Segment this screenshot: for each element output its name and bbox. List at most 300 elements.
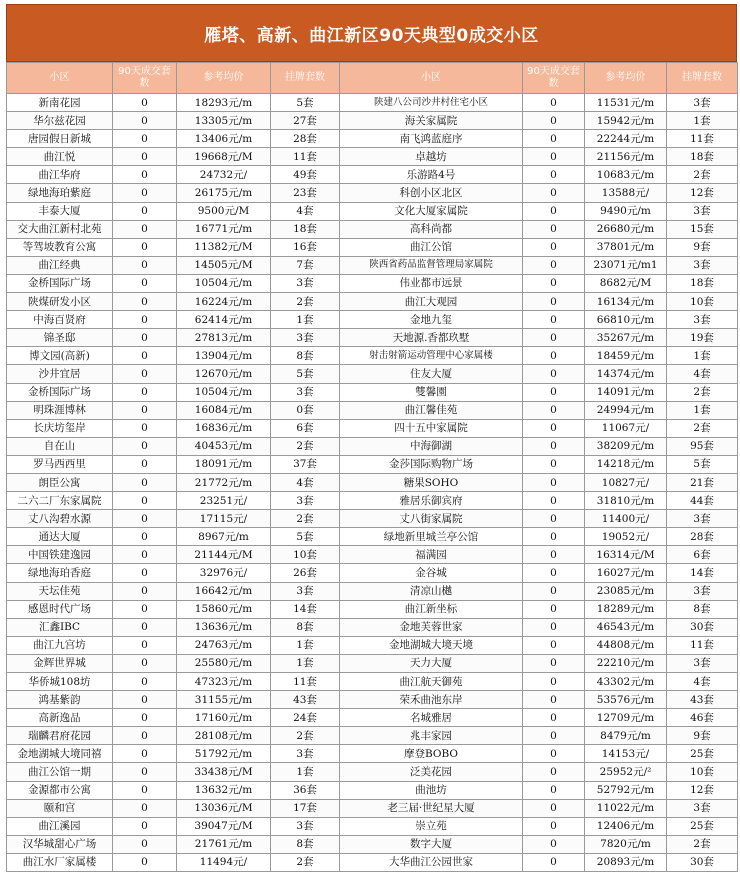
cell-listings-left: 2套 (271, 727, 340, 745)
cell-community-left: 交大曲江新村北苑 (7, 220, 113, 238)
cell-avg-price-left: 26175元/m (177, 184, 271, 202)
cell-listings-left: 23套 (271, 184, 340, 202)
cell-deals-90d-right: 0 (523, 256, 585, 274)
cell-deals-90d-right: 0 (523, 709, 585, 727)
cell-community-right: 福满园 (340, 546, 523, 564)
cell-deals-90d-right: 0 (523, 673, 585, 691)
cell-listings-left: 5套 (271, 365, 340, 383)
cell-listings-right: 12套 (667, 184, 738, 202)
cell-listings-right: 6套 (667, 546, 738, 564)
cell-avg-price-left: 21144元/M (177, 546, 271, 564)
cell-deals-90d-left: 0 (113, 546, 177, 564)
cell-community-right: 曲池坊 (340, 781, 523, 799)
cell-avg-price-right: 22244元/m (585, 130, 667, 148)
cell-community-left: 天坛佳苑 (7, 582, 113, 600)
cell-deals-90d-left: 0 (113, 528, 177, 546)
cell-community-right: 中海御湖 (340, 437, 523, 455)
cell-deals-90d-right: 0 (523, 835, 585, 853)
cell-deals-90d-right: 0 (523, 510, 585, 528)
cell-listings-right: 30套 (667, 853, 738, 871)
cell-deals-90d-right: 0 (523, 202, 585, 220)
cell-listings-right: 8套 (667, 600, 738, 618)
cell-avg-price-left: 16224元/m (177, 293, 271, 311)
cell-avg-price-right: 8479元/m (585, 727, 667, 745)
cell-listings-left: 0套 (271, 401, 340, 419)
cell-deals-90d-left: 0 (113, 492, 177, 510)
cell-deals-90d-right: 0 (523, 238, 585, 256)
table-row (7, 94, 738, 112)
cell-listings-right: 2套 (667, 835, 738, 853)
cell-avg-price-left: 19668元/M (177, 148, 271, 166)
table-row (7, 727, 738, 745)
cell-listings-right: 15套 (667, 220, 738, 238)
cell-deals-90d-left: 0 (113, 691, 177, 709)
cell-avg-price-left: 10504元/m (177, 274, 271, 292)
cell-deals-90d-right: 0 (523, 166, 585, 184)
cell-deals-90d-right: 0 (523, 274, 585, 292)
cell-listings-right: 5套 (667, 455, 738, 473)
cell-deals-90d-left: 0 (113, 473, 177, 491)
cell-deals-90d-right: 0 (523, 654, 585, 672)
cell-listings-left: 1套 (271, 654, 340, 672)
cell-deals-90d-left: 0 (113, 365, 177, 383)
table-row (7, 564, 738, 582)
cell-listings-left: 2套 (271, 293, 340, 311)
cell-community-right: 大华曲江公园世家 (340, 853, 523, 871)
cell-avg-price-right: 7820元/m (585, 835, 667, 853)
cell-listings-right: 10套 (667, 763, 738, 781)
cell-community-right: 丈八街家属院 (340, 510, 523, 528)
cell-community-right: 曲江公馆 (340, 238, 523, 256)
cell-deals-90d-right: 0 (523, 148, 585, 166)
cell-community-left: 曲江水厂家属楼 (7, 853, 113, 871)
cell-avg-price-right: 10827元/ (585, 473, 667, 491)
cell-listings-right: 10套 (667, 293, 738, 311)
cell-avg-price-right: 25952元/² (585, 763, 667, 781)
cell-community-left: 丈八沟碧水源 (7, 510, 113, 528)
cell-deals-90d-left: 0 (113, 745, 177, 763)
cell-community-right: 卓越坊 (340, 148, 523, 166)
cell-community-left: 新南花园 (7, 94, 113, 112)
header-avg-price-left: 参考均价 (177, 63, 271, 94)
cell-listings-right: 11套 (667, 130, 738, 148)
cell-community-left: 中国铁建逸园 (7, 546, 113, 564)
cell-community-right: 曲江大观园 (340, 293, 523, 311)
cell-avg-price-left: 18091元/m (177, 455, 271, 473)
cell-community-right: 清凉山樾 (340, 582, 523, 600)
cell-community-right: 陕西省药品监督管理局家属院 (340, 256, 523, 274)
cell-deals-90d-right: 0 (523, 618, 585, 636)
cell-deals-90d-left: 0 (113, 311, 177, 329)
cell-deals-90d-right: 0 (523, 582, 585, 600)
cell-community-right: 曲江馨佳苑 (340, 401, 523, 419)
table-row (7, 365, 738, 383)
table-row (7, 329, 738, 347)
cell-community-right: 南飞鸿蓝庭序 (340, 130, 523, 148)
cell-listings-right: 3套 (667, 510, 738, 528)
cell-deals-90d-right: 0 (523, 691, 585, 709)
cell-community-left: 金桥国际广场 (7, 274, 113, 292)
cell-deals-90d-left: 0 (113, 618, 177, 636)
table-row (7, 419, 738, 437)
header-listings-left: 挂牌套数 (271, 63, 340, 94)
cell-avg-price-left: 16771元/m (177, 220, 271, 238)
cell-listings-left: 27套 (271, 112, 340, 130)
table-row (7, 817, 738, 835)
cell-listings-left: 2套 (271, 437, 340, 455)
table-row (7, 274, 738, 292)
table-row (7, 311, 738, 329)
table-header (7, 63, 738, 94)
cell-avg-price-right: 18459元/m (585, 347, 667, 365)
table-row (7, 347, 738, 365)
cell-community-right: 高科尚都 (340, 220, 523, 238)
cell-listings-left: 37套 (271, 455, 340, 473)
cell-community-right: 数字大厦 (340, 835, 523, 853)
cell-community-left: 长庆坊玺岸 (7, 419, 113, 437)
cell-deals-90d-left: 0 (113, 112, 177, 130)
cell-deals-90d-right: 0 (523, 437, 585, 455)
cell-avg-price-right: 14218元/m (585, 455, 667, 473)
cell-listings-right: 30套 (667, 618, 738, 636)
cell-deals-90d-right: 0 (523, 745, 585, 763)
table-row (7, 853, 738, 871)
table-row (7, 799, 738, 817)
cell-community-left: 瑞麟君府花园 (7, 727, 113, 745)
table-row (7, 709, 738, 727)
cell-listings-left: 3套 (271, 582, 340, 600)
cell-deals-90d-left: 0 (113, 419, 177, 437)
table-row (7, 383, 738, 401)
cell-listings-right: 9套 (667, 727, 738, 745)
cell-deals-90d-right: 0 (523, 130, 585, 148)
cell-avg-price-right: 31810元/m (585, 492, 667, 510)
cell-deals-90d-left: 0 (113, 582, 177, 600)
cell-deals-90d-right: 0 (523, 365, 585, 383)
cell-listings-left: 5套 (271, 528, 340, 546)
cell-avg-price-left: 16642元/m (177, 582, 271, 600)
cell-deals-90d-left: 0 (113, 401, 177, 419)
cell-community-right: 老三届·世纪星大厦 (340, 799, 523, 817)
cell-community-left: 曲江九宫坊 (7, 636, 113, 654)
table-row (7, 510, 738, 528)
cell-avg-price-left: 39047元/M (177, 817, 271, 835)
cell-listings-right: 3套 (667, 799, 738, 817)
cell-avg-price-right: 19052元/ (585, 528, 667, 546)
cell-deals-90d-left: 0 (113, 781, 177, 799)
report-title: 雁塔、高新、曲江新区90天典型0成交小区 (6, 4, 737, 62)
cell-avg-price-left: 17115元/ (177, 510, 271, 528)
cell-listings-right: 44套 (667, 492, 738, 510)
cell-avg-price-right: 22210元/m (585, 654, 667, 672)
cell-deals-90d-left: 0 (113, 130, 177, 148)
cell-avg-price-right: 12406元/m (585, 817, 667, 835)
cell-avg-price-left: 40453元/m (177, 437, 271, 455)
table-row (7, 401, 738, 419)
cell-listings-left: 1套 (271, 311, 340, 329)
cell-avg-price-right: 11067元/ (585, 419, 667, 437)
cell-listings-left: 11套 (271, 148, 340, 166)
cell-community-right: 金地芙蓉世家 (340, 618, 523, 636)
cell-avg-price-left: 62414元/m (177, 311, 271, 329)
cell-community-right: 海关家属院 (340, 112, 523, 130)
header-deals-90d-right: 90天成交套数 (523, 63, 585, 94)
cell-deals-90d-right: 0 (523, 817, 585, 835)
cell-community-left: 曲江溪园 (7, 817, 113, 835)
cell-deals-90d-left: 0 (113, 293, 177, 311)
cell-community-right: 乐游路4号 (340, 166, 523, 184)
header-row (7, 63, 738, 94)
cell-avg-price-left: 9500元/M (177, 202, 271, 220)
cell-listings-right: 43套 (667, 691, 738, 709)
cell-avg-price-right: 16027元/m (585, 564, 667, 582)
cell-community-left: 绿地海珀紫庭 (7, 184, 113, 202)
table-row (7, 654, 738, 672)
report-sheet (6, 4, 737, 872)
cell-community-right: 荣禾曲池东岸 (340, 691, 523, 709)
cell-deals-90d-left: 0 (113, 238, 177, 256)
cell-listings-left: 3套 (271, 329, 340, 347)
cell-avg-price-right: 24994元/m (585, 401, 667, 419)
cell-listings-right: 21套 (667, 473, 738, 491)
cell-deals-90d-right: 0 (523, 455, 585, 473)
cell-community-left: 通达大厦 (7, 528, 113, 546)
cell-listings-right: 4套 (667, 673, 738, 691)
header-deals-90d-left: 90天成交套数 (113, 63, 177, 94)
table-row (7, 148, 738, 166)
cell-community-right: 天力大厦 (340, 654, 523, 672)
cell-community-right: 射击射箭运动管理中心家属楼 (340, 347, 523, 365)
cell-listings-right: 2套 (667, 166, 738, 184)
cell-avg-price-left: 17160元/m (177, 709, 271, 727)
cell-avg-price-right: 11400元/ (585, 510, 667, 528)
cell-avg-price-right: 11022元/m (585, 799, 667, 817)
cell-avg-price-left: 13305元/m (177, 112, 271, 130)
cell-listings-right: 14套 (667, 564, 738, 582)
cell-deals-90d-right: 0 (523, 329, 585, 347)
cell-listings-left: 1套 (271, 763, 340, 781)
cell-listings-right: 46套 (667, 709, 738, 727)
cell-listings-left: 8套 (271, 347, 340, 365)
cell-community-right: 陕建八公司沙井村住宅小区 (340, 94, 523, 112)
cell-community-left: 二六二厂东家属院 (7, 492, 113, 510)
cell-deals-90d-right: 0 (523, 94, 585, 112)
cell-avg-price-right: 14153元/ (585, 745, 667, 763)
cell-listings-left: 16套 (271, 238, 340, 256)
table-row (7, 618, 738, 636)
cell-avg-price-left: 23251元/ (177, 492, 271, 510)
cell-community-left: 曲江悦 (7, 148, 113, 166)
cell-deals-90d-right: 0 (523, 347, 585, 365)
cell-listings-left: 14套 (271, 600, 340, 618)
header-listings-right: 挂牌套数 (667, 63, 738, 94)
cell-avg-price-left: 14505元/M (177, 256, 271, 274)
cell-deals-90d-left: 0 (113, 636, 177, 654)
cell-listings-left: 2套 (271, 510, 340, 528)
table-row (7, 600, 738, 618)
cell-avg-price-left: 15860元/m (177, 600, 271, 618)
cell-avg-price-right: 37801元/m (585, 238, 667, 256)
cell-deals-90d-right: 0 (523, 419, 585, 437)
cell-avg-price-left: 13636元/m (177, 618, 271, 636)
table-row (7, 528, 738, 546)
cell-community-left: 华尔兹花园 (7, 112, 113, 130)
cell-deals-90d-right: 0 (523, 311, 585, 329)
cell-listings-left: 1套 (271, 636, 340, 654)
cell-community-left: 丰泰大厦 (7, 202, 113, 220)
cell-avg-price-left: 21772元/m (177, 473, 271, 491)
cell-deals-90d-left: 0 (113, 853, 177, 871)
cell-community-left: 唐园假日新城 (7, 130, 113, 148)
cell-avg-price-right: 53576元/m (585, 691, 667, 709)
cell-deals-90d-right: 0 (523, 564, 585, 582)
cell-avg-price-left: 31155元/m (177, 691, 271, 709)
table-row (7, 112, 738, 130)
cell-listings-left: 2套 (271, 853, 340, 871)
cell-community-right: 曲江新坐标 (340, 600, 523, 618)
cell-community-right: 天地源.香都玖墅 (340, 329, 523, 347)
cell-avg-price-right: 10683元/m (585, 166, 667, 184)
cell-avg-price-left: 27813元/m (177, 329, 271, 347)
header-community-left: 小区 (7, 63, 113, 94)
cell-deals-90d-right: 0 (523, 853, 585, 871)
cell-listings-right: 2套 (667, 419, 738, 437)
cell-listings-left: 18套 (271, 220, 340, 238)
cell-listings-right: 19套 (667, 329, 738, 347)
cell-avg-price-right: 16134元/m (585, 293, 667, 311)
cell-deals-90d-left: 0 (113, 654, 177, 672)
cell-community-left: 朗臣公寓 (7, 473, 113, 491)
cell-community-left: 颐和宫 (7, 799, 113, 817)
cell-listings-left: 24套 (271, 709, 340, 727)
cell-community-left: 明珠涯博林 (7, 401, 113, 419)
cell-listings-left: 3套 (271, 274, 340, 292)
table-row (7, 691, 738, 709)
table-row (7, 166, 738, 184)
cell-avg-price-right: 16314元/M (585, 546, 667, 564)
cell-deals-90d-right: 0 (523, 781, 585, 799)
cell-deals-90d-right: 0 (523, 220, 585, 238)
cell-deals-90d-right: 0 (523, 492, 585, 510)
cell-avg-price-left: 16836元/m (177, 419, 271, 437)
table-row (7, 546, 738, 564)
cell-community-right: 科创小区北区 (340, 184, 523, 202)
cell-listings-right: 3套 (667, 202, 738, 220)
cell-avg-price-left: 13904元/m (177, 347, 271, 365)
cell-community-left: 高新逸品 (7, 709, 113, 727)
table-row (7, 835, 738, 853)
cell-deals-90d-right: 0 (523, 383, 585, 401)
table-row (7, 673, 738, 691)
cell-listings-right: 9套 (667, 238, 738, 256)
cell-listings-left: 49套 (271, 166, 340, 184)
cell-deals-90d-left: 0 (113, 455, 177, 473)
cell-listings-right: 1套 (667, 112, 738, 130)
cell-deals-90d-left: 0 (113, 94, 177, 112)
cell-deals-90d-left: 0 (113, 835, 177, 853)
cell-community-left: 绿地海珀香庭 (7, 564, 113, 582)
cell-deals-90d-right: 0 (523, 401, 585, 419)
cell-community-left: 等驾坡教育公寓 (7, 238, 113, 256)
cell-deals-90d-left: 0 (113, 329, 177, 347)
cell-community-right: 崇立苑 (340, 817, 523, 835)
cell-avg-price-left: 25580元/m (177, 654, 271, 672)
cell-avg-price-right: 26680元/m (585, 220, 667, 238)
cell-deals-90d-left: 0 (113, 673, 177, 691)
cell-avg-price-left: 10504元/m (177, 383, 271, 401)
cell-community-left: 锦圣邸 (7, 329, 113, 347)
table-row (7, 220, 738, 238)
table-body (7, 94, 738, 872)
cell-community-left: 罗马西西里 (7, 455, 113, 473)
cell-community-right: 金地湖城大境天境 (340, 636, 523, 654)
cell-listings-right: 12套 (667, 781, 738, 799)
cell-community-left: 金辉世界城 (7, 654, 113, 672)
cell-deals-90d-left: 0 (113, 727, 177, 745)
cell-listings-right: 3套 (667, 256, 738, 274)
cell-avg-price-left: 13406元/m (177, 130, 271, 148)
cell-avg-price-right: 12709元/m (585, 709, 667, 727)
cell-deals-90d-left: 0 (113, 799, 177, 817)
cell-listings-right: 1套 (667, 347, 738, 365)
cell-deals-90d-left: 0 (113, 184, 177, 202)
cell-avg-price-left: 33438元/M (177, 763, 271, 781)
cell-listings-right: 25套 (667, 745, 738, 763)
cell-listings-left: 11套 (271, 673, 340, 691)
cell-avg-price-left: 51792元/m (177, 745, 271, 763)
cell-deals-90d-right: 0 (523, 546, 585, 564)
cell-community-right: 糖果SOHO (340, 473, 523, 491)
cell-listings-right: 2套 (667, 383, 738, 401)
table-row (7, 492, 738, 510)
cell-deals-90d-left: 0 (113, 600, 177, 618)
cell-community-right: 兆丰家园 (340, 727, 523, 745)
table-row (7, 256, 738, 274)
cell-community-right: 曲江航天御苑 (340, 673, 523, 691)
cell-deals-90d-left: 0 (113, 220, 177, 238)
cell-deals-90d-right: 0 (523, 636, 585, 654)
cell-listings-right: 11套 (667, 636, 738, 654)
cell-listings-left: 10套 (271, 546, 340, 564)
cell-community-right: 伟业都市远景 (340, 274, 523, 292)
table-row (7, 202, 738, 220)
cell-deals-90d-left: 0 (113, 564, 177, 582)
cell-community-left: 中海百贤府 (7, 311, 113, 329)
table-row (7, 745, 738, 763)
cell-avg-price-right: 38209元/m (585, 437, 667, 455)
cell-community-left: 汇鑫IBC (7, 618, 113, 636)
cell-listings-right: 3套 (667, 94, 738, 112)
cell-deals-90d-left: 0 (113, 202, 177, 220)
cell-deals-90d-right: 0 (523, 763, 585, 781)
cell-community-right: 四十五中家属院 (340, 419, 523, 437)
cell-listings-left: 3套 (271, 817, 340, 835)
cell-avg-price-right: 23071元/m1 (585, 256, 667, 274)
cell-community-right: 雙馨園 (340, 383, 523, 401)
cell-deals-90d-right: 0 (523, 600, 585, 618)
cell-avg-price-right: 20893元/m (585, 853, 667, 871)
cell-community-right: 文化大厦家属院 (340, 202, 523, 220)
cell-deals-90d-left: 0 (113, 256, 177, 274)
cell-deals-90d-right: 0 (523, 528, 585, 546)
table-row (7, 293, 738, 311)
cell-avg-price-right: 8682元/M (585, 274, 667, 292)
cell-community-left: 陕煤研发小区 (7, 293, 113, 311)
cell-avg-price-right: 14374元/m (585, 365, 667, 383)
cell-avg-price-right: 9490元/m (585, 202, 667, 220)
cell-community-left: 感恩时代广场 (7, 600, 113, 618)
cell-community-left: 博文园(高新) (7, 347, 113, 365)
